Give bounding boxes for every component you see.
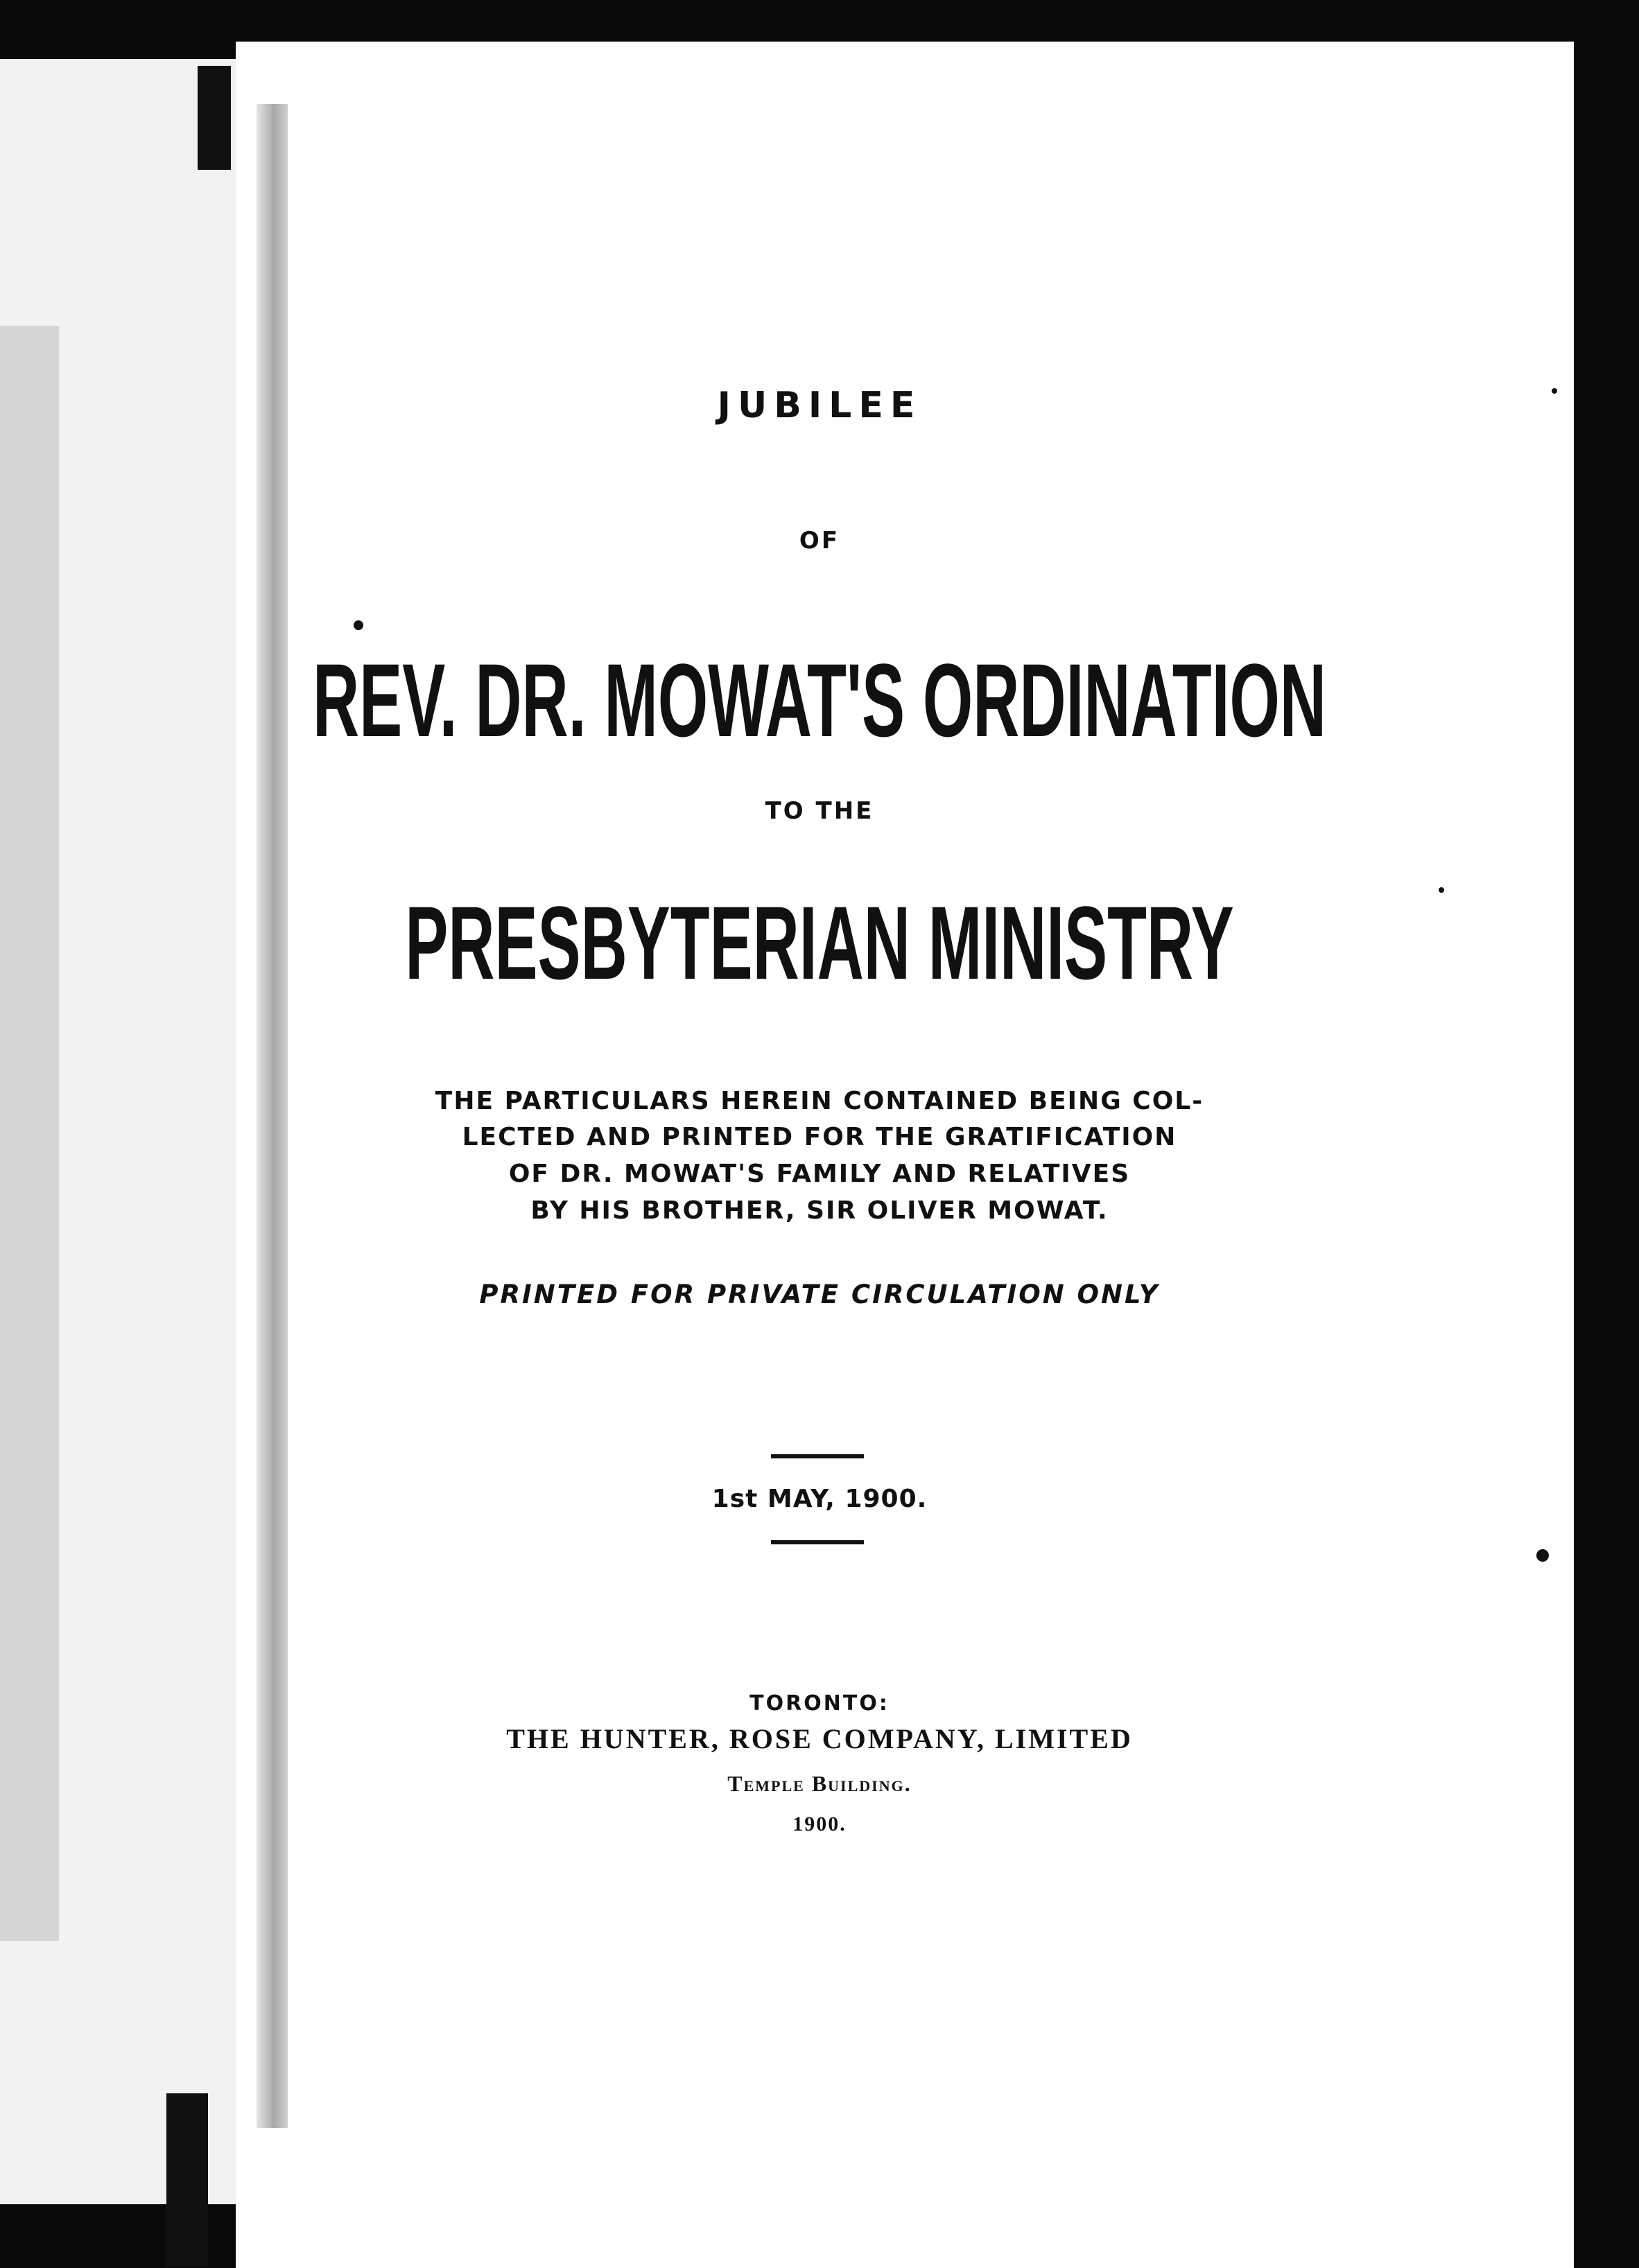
description-line: OF DR. MOWAT'S FAMILY AND RELATIVES xyxy=(508,1160,1131,1188)
scan-speck xyxy=(1536,1549,1549,1562)
imprint-building: Temple Building. xyxy=(727,1771,912,1796)
title-jubilee: JUBILEE xyxy=(717,385,922,426)
imprint-publisher: THE HUNTER, ROSE COMPANY, LIMITED xyxy=(506,1723,1133,1754)
description-line: THE PARTICULARS HEREIN CONTAINED BEING COL- xyxy=(435,1087,1204,1115)
title-ordination: REV. DR. MOWAT'S ORDINATION xyxy=(313,642,1326,758)
title-page xyxy=(236,42,1574,2268)
title-ministry: PRESBYTERIAN MINISTRY xyxy=(405,884,1234,1001)
date-line: 1st MAY, 1900. xyxy=(711,1485,928,1513)
scan-speck xyxy=(1552,388,1557,394)
scan-speck xyxy=(354,620,363,630)
private-circulation-note: PRINTED FOR PRIVATE CIRCULATION ONLY xyxy=(479,1280,1160,1309)
scan-speck xyxy=(1439,887,1444,893)
binding-tab-bottom xyxy=(166,2093,208,2267)
description-line: LECTED AND PRINTED FOR THE GRATIFICATION xyxy=(462,1123,1177,1151)
title-to-the: TO THE xyxy=(765,797,874,825)
binding-tab-top xyxy=(198,66,231,170)
divider-rule-bottom xyxy=(771,1540,864,1544)
imprint-year: 1900. xyxy=(792,1813,847,1835)
divider-rule-top xyxy=(771,1454,864,1458)
imprint-place: TORONTO: xyxy=(749,1691,890,1716)
title-of: OF xyxy=(799,527,840,555)
description-line: BY HIS BROTHER, SIR OLIVER MOWAT. xyxy=(530,1196,1109,1225)
